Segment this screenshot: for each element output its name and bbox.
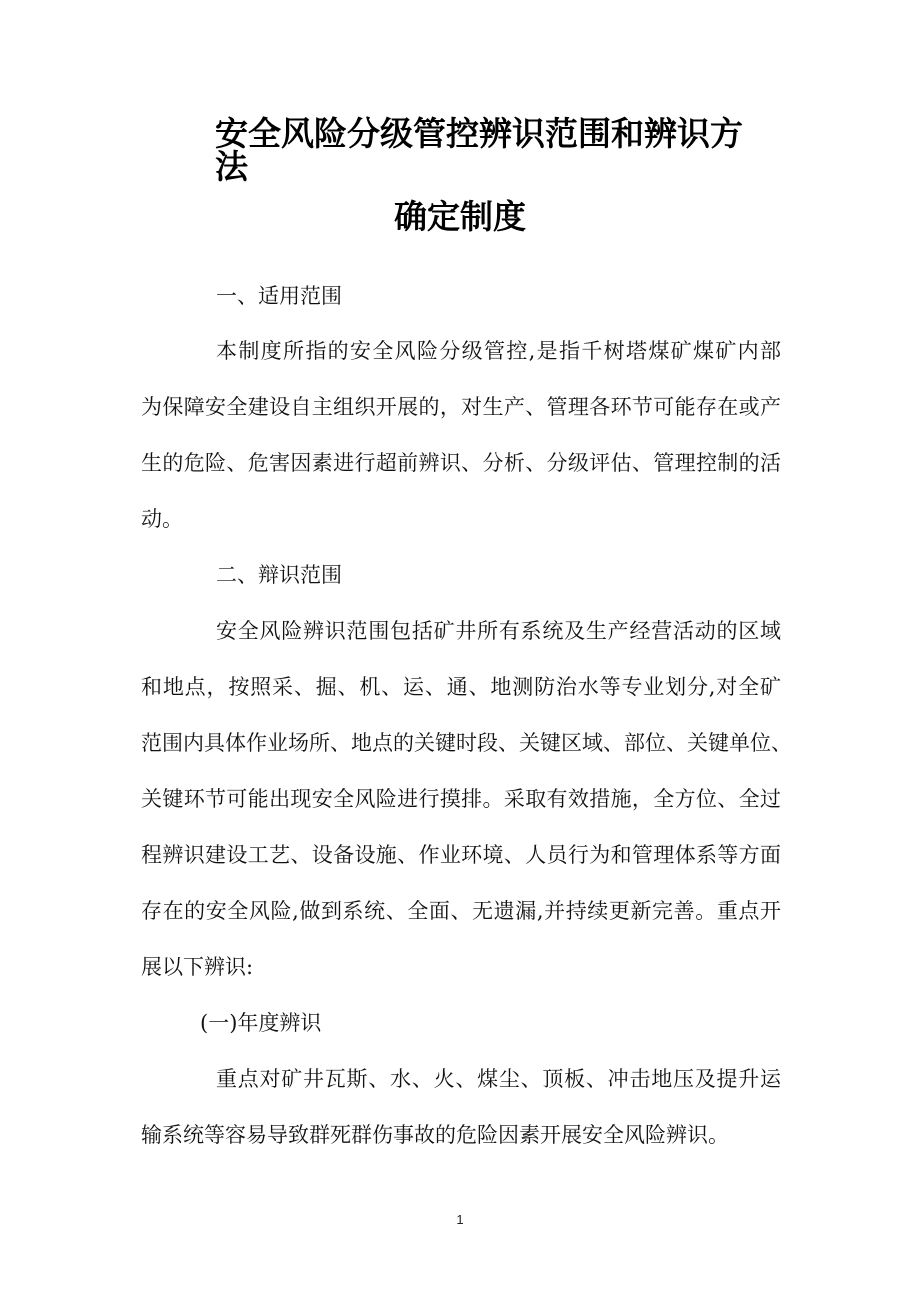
paragraph-line: 安全风险辨识范围包括矿井所有系统及生产经营活动的区域	[216, 619, 781, 643]
paragraph-line: 范围内具体作业场所、地点的关键时段、关键区域、部位、关键单位、	[141, 731, 792, 755]
paragraph-line: 关键环节可能出现安全风险进行摸排。采取有效措施，全方位、全过	[141, 787, 781, 811]
paragraph-line: 展以下辨识:	[141, 955, 254, 979]
section-heading-scope: 一、适用范围	[216, 284, 342, 308]
paragraph-line: 输系统等容易导致群死群伤事故的危险因素开展安全风险辨识。	[141, 1123, 729, 1147]
paragraph-line: 本制度所指的安全风险分级管控,是指千树塔煤矿煤矿内部	[216, 339, 781, 363]
paragraph-line: 存在的安全风险,做到系统、全面、无遗漏,并持续更新完善。重点开	[141, 899, 781, 923]
paragraph-line: 和地点，按照采、掘、机、运、通、地测防治水等专业划分,对全矿	[141, 675, 781, 699]
paragraph-line: 生的危险、危害因素进行超前辨识、分析、分级评估、管理控制的活	[141, 451, 781, 475]
paragraph-line: 为保障安全建设自主组织开展的，对生产、管理各环节可能存在或产	[141, 395, 781, 419]
subsection-heading-annual: (一)年度辨识	[200, 1011, 322, 1035]
page-number: 1	[456, 1212, 464, 1227]
paragraph-line: 重点对矿井瓦斯、水、火、煤尘、顶板、冲击地压及提升运	[216, 1067, 781, 1091]
section-heading-identification-scope: 二、辩识范围	[216, 563, 342, 587]
document-title-line-2: 确定制度	[394, 197, 526, 236]
document-title-line-1: 安全风险分级管控辨识范围和辨识方法	[215, 114, 743, 186]
paragraph-line: 动。	[141, 507, 183, 531]
paragraph-line: 程辨识建设工艺、设备设施、作业环境、人员行为和管理体系等方面	[141, 843, 781, 867]
